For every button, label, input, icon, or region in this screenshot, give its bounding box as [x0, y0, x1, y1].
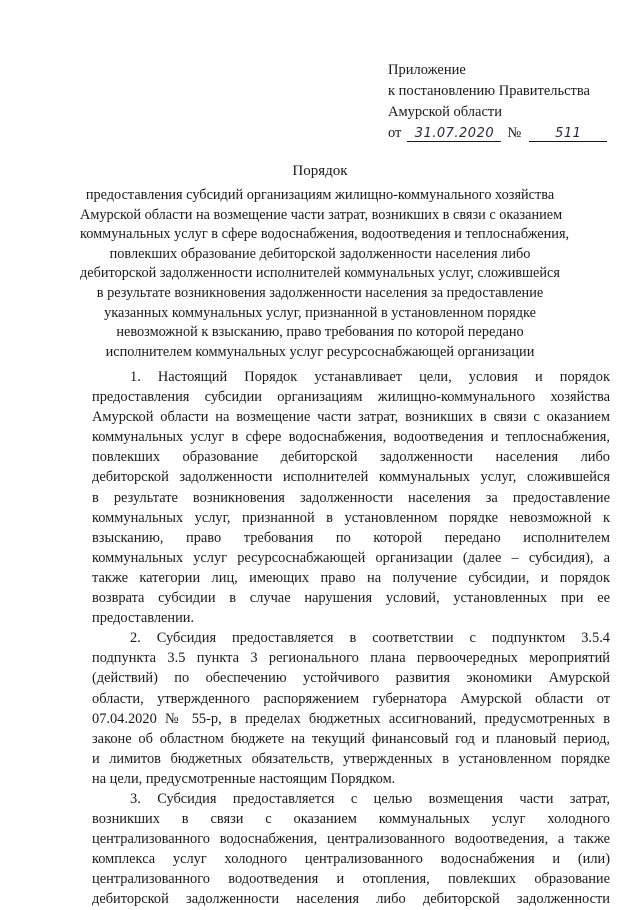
- body-line: 07.04.2020 № 55-р, в пределах бюджетных ассигнований, предусмотренных в: [92, 710, 610, 727]
- appendix-date-line: [388, 123, 607, 144]
- subtitle-line: предоставления субсидий организациям жилищно-коммунального хозяйства: [85, 187, 555, 203]
- handwritten-number: 511: [529, 126, 607, 142]
- subtitle-line: Амурской области на возмещение части затрат, возникших в связи с оказанием: [80, 206, 563, 223]
- paragraph-first-line: 2. Субсидия предоставляется в соответствии с подпунктом 3.5.4: [130, 630, 610, 647]
- subtitle-line: исполнителем коммунальных услуг ресурсоснабжающей организации: [105, 343, 535, 360]
- body-line: предоставлении.: [92, 610, 195, 627]
- body-line: также категории лиц, имеющих право на получение субсидии, и порядок: [92, 569, 610, 586]
- body-line: на цели, предусмотренные настоящим Порядком.: [92, 770, 396, 787]
- body-line: возникших в связи с оказанием коммунальных услуг холодного: [92, 811, 610, 828]
- body-line: (действий) по обеспечению устойчивого развития экономики Амурской: [92, 670, 610, 687]
- body-line: централизованного водоснабжения, централизованного водоотведения, а также: [92, 831, 610, 848]
- paragraph-first-line: 3. Субсидия предоставляется с целью возмещения части затрат,: [130, 790, 610, 807]
- body-line: подпункта 3.5 пункта 3 регионального плана первоочередных мероприятий: [92, 650, 610, 667]
- body-line: повлекших образование дебиторской задолженности населения либо: [92, 449, 610, 466]
- body-line: области, утвержденного распоряжением губернатора Амурской области от: [92, 690, 610, 707]
- body-line: взысканию, право требования по которой передано исполнителем: [92, 529, 610, 546]
- body-line: коммунальных услуг, признанной в установленном порядке невозможной к: [92, 509, 610, 526]
- appendix-title: Приложение: [388, 62, 466, 78]
- body-line: в результате возникновения задолженности населения за предоставление: [92, 489, 610, 506]
- paragraph-first-line: 1. Настоящий Порядок устанавливает цели, условия и порядок: [130, 369, 610, 385]
- document-body: [92, 367, 610, 910]
- subtitle-line: коммунальных услуг в сфере водоснабжения, водоотведения и теплоснабжения,: [80, 226, 570, 243]
- subtitle-line: указанных коммунальных услуг, признанной в установленном порядке: [104, 304, 536, 321]
- date-prefix: от: [388, 125, 402, 141]
- body-line: возврата субсидии в случае нарушения условий, установленных при ее: [92, 590, 610, 607]
- body-line: коммунальных услуг ресурсоснабжающей организации (далее – субсидия), а: [92, 549, 610, 566]
- body-line: централизованного водоотведения и отопления, повлекших образование: [92, 871, 610, 888]
- document-title: Порядок: [292, 163, 348, 179]
- body-line: и лимитов бюджетных обязательств, утвержденных в установленном порядке: [92, 750, 610, 767]
- number-sign: №: [507, 125, 522, 141]
- body-line: дебиторской задолженности населения либо дебиторской задолженности: [92, 891, 610, 908]
- appendix-decree-ref: к постановлению Правительства: [388, 83, 590, 99]
- body-line: дебиторской задолженности исполнителей коммунальных услуг, сложившейся: [92, 469, 610, 486]
- body-line: законе об областном бюджете на текущий финансовый год и плановый период,: [92, 730, 610, 747]
- subtitle-line: невозможной к взысканию, право требования по которой передано: [116, 324, 524, 341]
- subtitle-line: в результате возникновения задолженности населения за предоставление: [96, 284, 544, 301]
- subtitle-line: повлекших образование дебиторской задолженности населения либо: [109, 245, 531, 262]
- body-line: комплекса услуг холодного централизованного водоснабжения и (или): [92, 851, 610, 868]
- body-line: Амурской области на возмещение части затрат, возникших в связи с оказанием: [92, 409, 610, 426]
- subtitle-line: дебиторской задолженности исполнителей коммунальных услуг, сложившейся: [80, 265, 560, 282]
- document-subtitle: [80, 186, 570, 362]
- appendix-region: Амурской области: [388, 104, 502, 120]
- appendix-header: [388, 60, 607, 144]
- body-line: коммунальных услуг в сфере водоснабжения, водоотведения и теплоснабжения,: [92, 429, 610, 446]
- body-line: предоставления субсидии организациям жилищно-коммунального хозяйства: [92, 389, 610, 406]
- handwritten-date: 31.07.2020: [407, 126, 501, 142]
